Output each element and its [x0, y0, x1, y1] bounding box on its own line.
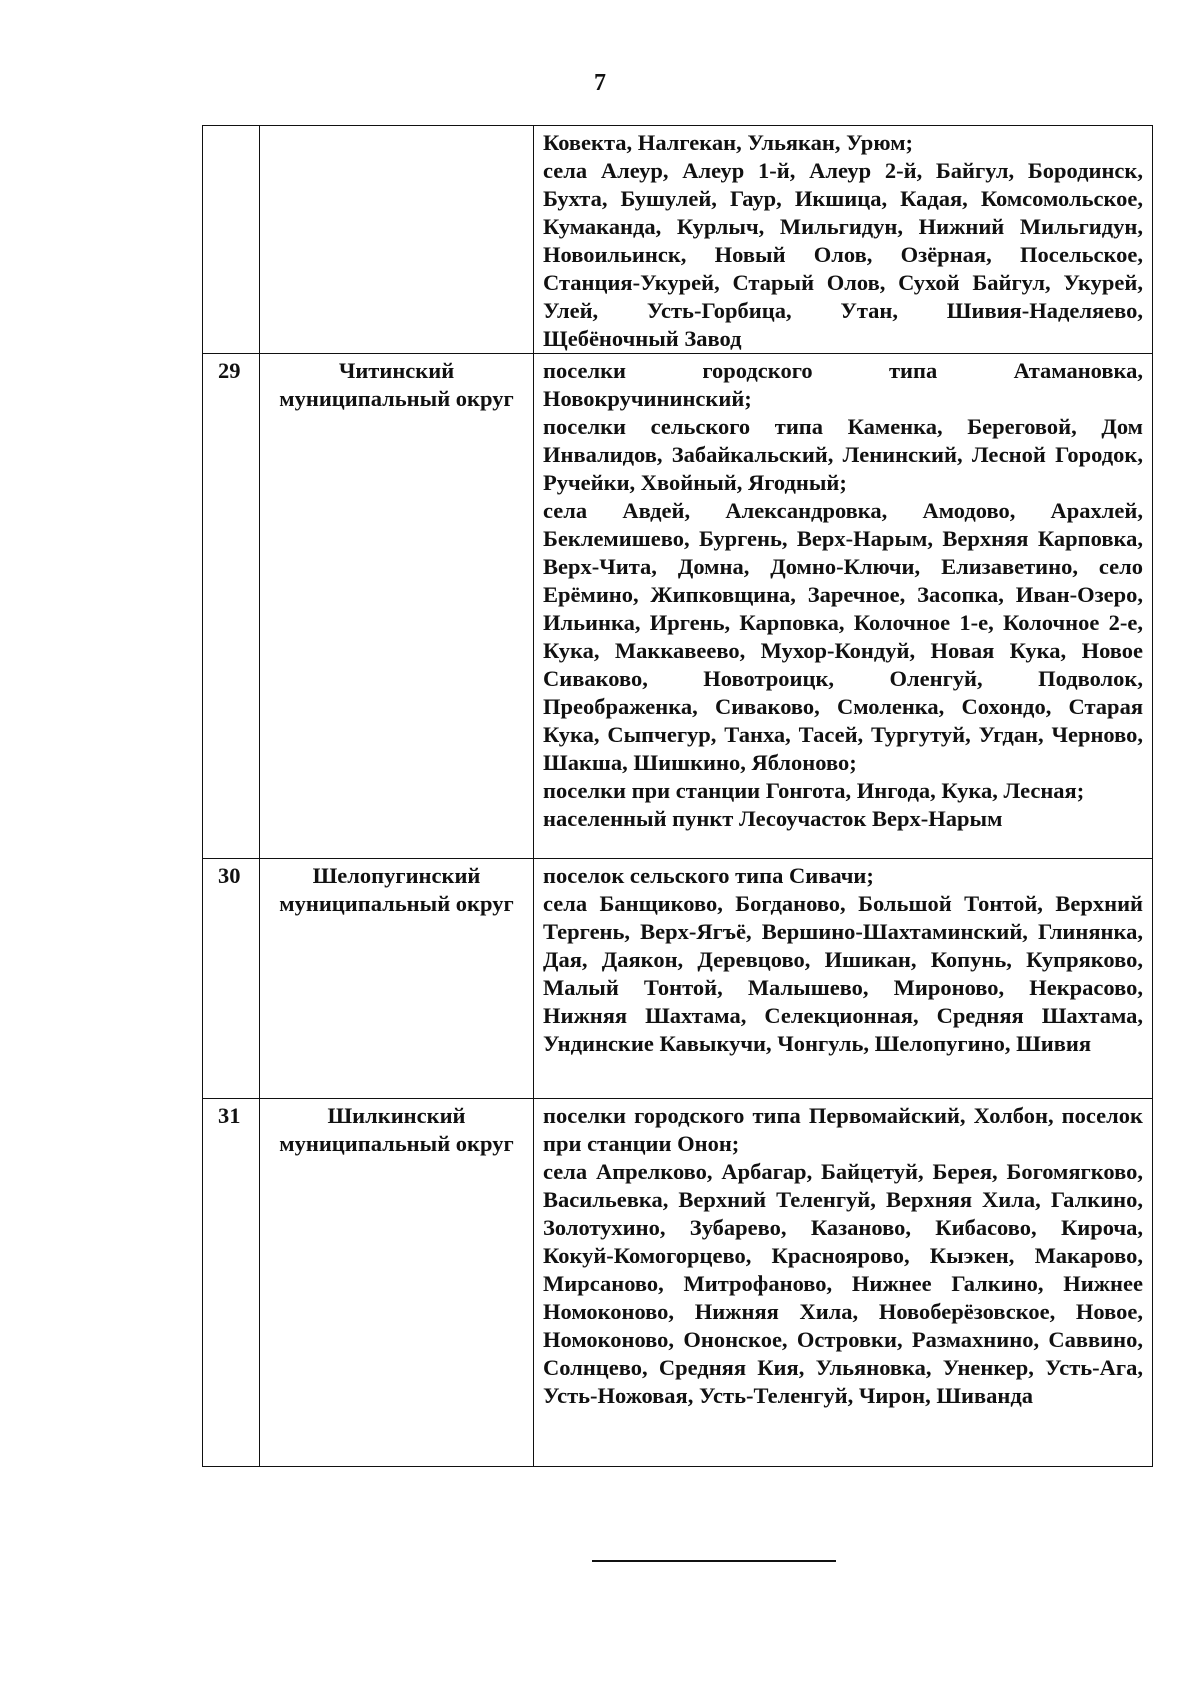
district-type-line: муниципальный округ — [279, 1131, 514, 1156]
row-number: 31 — [203, 1099, 260, 1467]
settlement-group: поселки при станции Гонгота, Ингода, Кука, Лесная; — [543, 778, 1085, 803]
settlement-group: села Апрелково, Арбагар, Байцетуй, Берея, Богомягково, Васильевка, Верхний Теленгуй, Верхняя Хила, Галкино, Золотухино, Зубарево, Казаново, Кибасово, Кироча, Кокуй-Комогорцево, Красноярово, Кыэкен, Макарово, Мирсаново, Митрофаново, Нижнее Галкино, Нижнее Номоконово, Нижняя Хила, Новоберёзовское, Новое, Номоконово, Ононское, Островки, Размахнино, Саввино, Солнцево, Средняя Кия, Ульяновка, Уненкер, Усть-Ага, Усть-Ножовая, Усть-Теленгуй, Чирон, Шиванда — [543, 1159, 1143, 1408]
table-row — [203, 354, 1153, 859]
settlement-group: села Авдей, Александровка, Амодово, Арахлей, Беклемишево, Бургень, Верх-Нарым, Верхняя Карповка, Верх-Чита, Домна, Домно-Ключи, Елизаветино, село Ерёмино, Жипковщина, Заречное, Засопка, Иван-Озеро, Ильинка, Иргень, Карповка, Колочное 1-е, Колочное 2-е, Кука, Маккавеево, Мухор-Кондуй, Новая Кука, Новое Сиваково, Новотроицк, Оленгуй, Подволок, Преображенка, Сиваково, Смоленка, Сохондо, Старая Кука, Сыпчегур, Танха, Тасей, Тургутуй, Угдан, Черново, Шакша, Шишкино, Яблоново; — [543, 498, 1143, 775]
settlement-group: населенный пункт Лесоучасток Верх-Нарым — [543, 806, 1003, 831]
settlement-group: поселки сельского типа Каменка, Береговой, Дом Инвалидов, Забайкальский, Ленинский, Лесной Городок, Ручейки, Хвойный, Ягодный; — [543, 414, 1143, 495]
settlement-group: села Алеур, Алеур 1-й, Алеур 2-й, Байгул, Бородинск, Бухта, Бушулей, Гаур, Икшица, Кадая, Комсомольское, Кумаканда, Курлыч, Мильгидун, Нижний Мильгидун, Новоильинск, Новый Олов, Озёрная, Посельское, Станция-Укурей, Старый Олов, Сухой Байгул, Укурей, Улей, Усть-Горбица, Утан, Шивия-Наделяево, Щебёночный Завод — [543, 158, 1143, 351]
settlement-group: села Банщиково, Богданово, Большой Тонтой, Верхний Тергень, Верх-Ягъё, Вершино-Шахтаминский, Глинянка, Дая, Даякон, Деревцово, Ишикан, Копунь, Купряково, Малый Тонтой, Малышево, Мироново, Некрасово, Нижняя Шахтама, Селекционная, Средняя Шахтама, Ундинские Кавыкучи, Чонгуль, Шелопугино, Шивия — [543, 891, 1143, 1056]
settlements-list — [534, 354, 1153, 859]
district-name — [260, 354, 534, 859]
settlements-list — [534, 1099, 1153, 1467]
table-row — [203, 859, 1153, 1099]
district-type-line: муниципальный округ — [279, 891, 514, 916]
row-number — [203, 126, 260, 354]
settlement-group: поселок сельского типа Сивачи; — [543, 863, 874, 888]
row-number: 29 — [203, 354, 260, 859]
district-name — [260, 1099, 534, 1467]
page-number: 7 — [594, 70, 606, 96]
settlements-list — [534, 126, 1153, 354]
settlements-list — [534, 859, 1153, 1099]
settlement-group: поселки городского типа Атамановка, Новокручининский; — [543, 358, 1143, 411]
district-name-line: Шелопугинский — [312, 863, 481, 888]
district-type-line: муниципальный округ — [279, 386, 514, 411]
district-name-line: Шилкинский — [327, 1103, 466, 1128]
settlement-group: поселки городского типа Первомайский, Холбон, поселок при станции Онон; — [543, 1103, 1143, 1156]
settlement-group: Ковекта, Налгекан, Ульякан, Урюм; — [543, 130, 914, 155]
district-name-line: Читинский — [338, 358, 455, 383]
table-row — [203, 126, 1153, 354]
settlements-table — [202, 125, 1153, 1467]
district-name — [260, 126, 534, 354]
row-number: 30 — [203, 859, 260, 1099]
end-of-document-rule — [592, 1560, 836, 1562]
table-row — [203, 1099, 1153, 1467]
district-name — [260, 859, 534, 1099]
